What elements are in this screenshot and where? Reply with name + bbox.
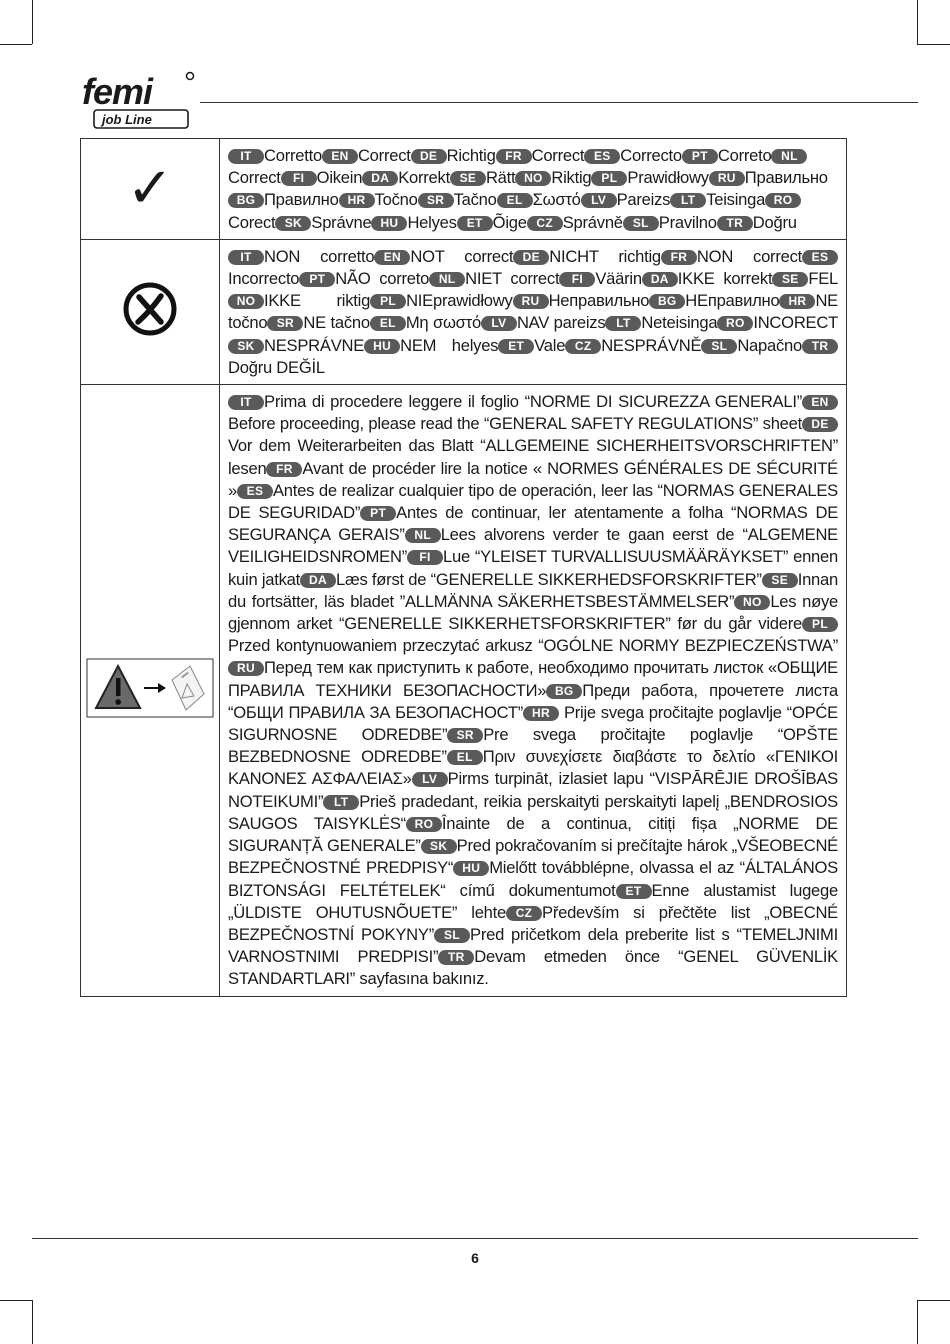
language-badge: IT [228,395,264,410]
translation-text: NESPRÁVNE [264,335,365,355]
translation-text: Korrekt [398,168,450,188]
translation-text: Enne alustamist lugege „ÜLDISTE OHUTUSNÕUETE” lehte [228,880,838,922]
header-rule [200,102,918,103]
language-badge: SE [762,573,798,588]
language-badge: TR [717,216,753,231]
translation-text: Tačno [453,190,497,210]
language-badge: ET [457,216,493,231]
symbol-cell [81,239,220,384]
translation-text: NON corretto [264,246,375,266]
translation-text: Rätt [485,168,516,188]
translation-text: NOT correct [410,246,514,266]
language-badge: SR [267,316,303,331]
translation-text: Pred pričetkom dela preberite list s “TEMELJNIMI VARNOSTNIMI PREDPISI” [228,924,838,967]
language-badge: NO [734,595,770,610]
translation-text: Правилно [264,190,339,210]
language-badge: NL [405,528,441,543]
language-badge: DE [513,250,549,265]
language-badge: LV [481,316,517,331]
translation-text: Correct [228,168,281,188]
translation-text: Õige [492,212,527,232]
translation-text: Neteisinga [641,313,718,333]
translation-text: Pre svega pročitajte poglavlje “OPŠTE BEZBEDNOSNE ODREDBE” [228,725,838,767]
logo-tagline-text: job Line [102,112,152,127]
language-badge: LT [323,795,359,810]
language-badge: EN [802,395,838,410]
translation-text: Devam etmeden önce “GENEL GÜVENLİK STANDARTLARI” sayfasına bakınız. [228,947,838,989]
text-cell [220,139,847,240]
cross-circle-icon [120,279,180,339]
table-row [81,239,847,384]
crop-mark-tr-h [917,44,950,45]
language-badge: FR [496,149,532,164]
translation-text: Перед тем как приступить к работе, необходимо прочитать листок «ОБЩИЕ ПРАВИЛА ТЕХНИКИ БЕЗОПАСНОСТИ» [228,658,838,700]
femi-logo [80,70,200,130]
symbol-cell [81,139,220,240]
translation-text: IKKE riktig [264,291,371,311]
language-badge: ES [237,484,273,499]
language-badge: BG [228,193,264,208]
translation-text: NEM helyes [400,335,499,355]
translation-text: Riktig [551,168,592,188]
translation-text: NON correct [696,246,802,266]
language-badge: CZ [527,216,563,231]
language-badge: PT [299,272,335,287]
translation-text: Правильно [744,168,828,188]
language-badge: TR [438,950,474,965]
language-badge: FI [407,550,443,565]
translation-text: Przed kontynuowaniem przeczytać arkusz “OGÓLNE NORMY BEZPIECZEŃSTWA” [228,636,838,656]
language-badge: LT [605,316,641,331]
translation-text: Pravilno [658,212,717,232]
translation-text: INCORECT [753,313,838,333]
language-badge: CZ [565,339,601,354]
language-badge: ET [498,339,534,354]
translation-text: Μη σωστό [405,313,481,333]
translation-text: Správně [562,212,623,232]
translation-text: НЕправилно [685,291,780,311]
translation-text: Corretto [264,146,322,165]
translation-text: Väärin [595,269,642,289]
translation-text: Vor dem Weiterarbeiten das Blatt “ALLGEMEINE SICHERHEITSVORSCHRIFTEN” lesen [228,436,838,478]
crop-mark-tr-v [917,0,918,44]
language-badge: SE [772,272,808,287]
text-cell [220,385,847,996]
translation-text: Mielőtt továbblépne, olvassa el az “ÁLTALÁNOS BIZTONSÁGI FELTÉTELEK“ című dokumentumot [228,858,838,900]
language-badge: NL [429,272,465,287]
translation-text: NESPRÁVNĚ [601,335,702,355]
language-badge: SL [623,216,659,231]
language-badge: FR [661,250,697,265]
language-badge: CZ [506,906,542,921]
language-badge: RU [513,294,549,309]
translation-text: Helyes [407,212,457,232]
translation-text: Avant de procéder lire la notice « NORMES GÉNÉRALES DE SÉCURITÉ » [228,458,838,500]
language-badge: EN [374,250,410,265]
translation-text: NE tačno [303,313,370,333]
translation-text: Oikein [316,168,363,188]
language-badge: IT [228,149,264,164]
language-badge: HU [364,339,400,354]
crop-mark-bl-h [0,1300,32,1301]
language-badge: NO [515,171,551,186]
language-badge: LT [670,193,706,208]
page-number: 6 [471,1250,479,1266]
check-mark-icon: ✓ [126,155,174,221]
translation-text: Především si přečtěte list „OBECNÉ BEZPEČNOSTNÍ POKYNY” [228,902,838,944]
translation-text: FEL [808,269,838,289]
language-badge: SL [434,928,470,943]
translation-text: NAV pareizs [516,313,606,333]
language-badge: RO [717,316,753,331]
translation-text: Неправильно [548,291,650,311]
language-badge: ES [802,250,838,265]
language-badge: HR [779,294,815,309]
translation-text: Prije svega pročitajte poglavlje “OPĆE SIGURNOSNE ODREDBE” [228,702,838,745]
language-badge: BG [546,684,582,699]
language-badge: IT [228,250,264,265]
language-badge: PT [682,149,718,164]
translation-text: NIEprawidłowy [406,291,513,311]
crop-mark-bl-v [32,1300,33,1344]
translation-text: Antes de realizar cualquier tipo de operación, leer las “NORMAS GENERALES DE SEGURIDAD” [228,480,838,523]
translation-text: Πριν συνεχίσετε διαβάστε το δελτίο «ΓΕΝΙΚΟΙ ΚΑΝΟΝΕΣ ΑΣΦΑΛΕΙΑΣ» [228,747,838,789]
language-badge: PL [370,294,406,309]
translation-text: Before proceeding, please read the “GENERAL SAFETY REGULATIONS” sheet [228,414,802,434]
language-badge: FR [266,462,302,477]
translation-text: Doğru DEĞİL [228,357,325,377]
translation-text: Richtig [446,146,496,165]
language-badge: EN [322,149,358,164]
language-badge: RO [765,193,801,208]
footer-rule [32,1238,918,1239]
translation-text: NÃO correto [335,269,430,289]
translation-text: Correct [357,146,411,165]
language-badge: FI [559,272,595,287]
language-badge: SK [421,839,457,854]
translation-text: NIET correct [465,269,560,289]
translation-text: Prawidłowy [627,168,709,188]
translation-text: Преди работа, прочетете листа “ОБЩИ ПРАВИЛА ЗА БЕЗОПАСНОСТ” [228,680,838,722]
crop-mark-br-v [917,1300,918,1344]
language-badge: EL [497,193,533,208]
language-badge: HU [453,861,489,876]
translation-text: Correcto [620,146,682,165]
translation-text: Pirms turpināt, izlasiet lapu “VISPĀRĒJIE DROŠĪBAS NOTEIKUMI” [228,769,838,811]
symbol-cell [81,385,220,996]
translation-text: Správne [311,212,372,232]
translation-text: Lue “YLEISET TURVALLISUUSMÄÄRÄYKSET” ennen kuin jatkat [228,547,838,589]
translation-text: Teisinga [706,190,766,210]
language-badge: DA [362,171,398,186]
translation-text: Innan du fortsätter, läs bladet ”ALLMÄNNA SÄKERHETSBESTÄMMELSER” [228,569,838,611]
translation-text: Correto [717,146,772,165]
crop-mark-tl-v [32,0,33,44]
language-badge: PT [360,506,396,521]
symbol-legend-table [80,138,847,997]
language-badge: SL [701,339,737,354]
translation-text: Læs først de “GENERELLE SIKKERHEDSFORSKRIFTER” [336,569,762,589]
translation-text: Doğru [752,212,797,232]
table-row [81,139,847,240]
translation-text: Antes de continuar, ler atentamente a folha “NORMAS DE SEGURANÇA GERAIS” [228,503,839,545]
language-badge: RU [709,171,745,186]
translation-text: Lees alvorens verder te gaan eerst de “ALGEMENE VEILIGHEIDSNROMEN” [228,525,838,567]
language-badge: RO [406,817,442,832]
crop-mark-br-h [917,1300,950,1301]
translation-text: Înainte de a continua, citiți fișa „NORME DE SIGURANȚĂ GENERALE” [228,813,838,856]
language-badge: SR [447,728,483,743]
language-badge: PL [802,617,838,632]
text-cell [220,239,847,384]
translation-text: Les nøye gjennom arket “GENERELLE SIKKERHETSFORSKRIFTER” før du går videre [228,591,838,634]
language-badge: EL [370,316,406,331]
translation-text: Correct [531,146,585,165]
language-badge: LV [412,772,448,787]
translation-text: IKKE korrekt [677,269,773,289]
language-badge: RU [228,661,264,676]
translation-text: Pred pokračovaním si prečítajte hárok „VŠEOBECNÉ BEZPEČNOSTNÉ PREDPISY“ [228,836,838,878]
translation-text: Incorrecto [228,269,300,289]
warning-read-manual-icon [86,658,214,718]
language-badge: LV [581,193,617,208]
language-badge: NL [771,149,807,164]
language-badge: EL [447,750,483,765]
language-badge: ES [584,149,620,164]
language-badge: DE [802,417,838,432]
crop-mark-tl-h [0,44,32,45]
translation-text: Napačno [737,335,802,355]
translation-text: NE točno [228,291,838,333]
language-badge: BG [649,294,685,309]
language-badge: ET [616,884,652,899]
language-badge: DE [411,149,447,164]
translation-text: NICHT richtig [549,246,661,266]
language-badge: FI [281,171,317,186]
translation-text: Točno [374,190,418,210]
language-badge: HR [523,706,559,721]
translation-text: Prieš pradedant, reikia perskaityti perskaityti lapelį „BENDROSIOS SAUGOS TAISYKLĖS“ [228,791,838,833]
translation-text: Prima di procedere leggere il foglio “NORME DI SICUREZZA GENERALI” [264,392,802,412]
language-badge: NO [228,294,264,309]
language-badge: SK [228,339,264,354]
table-row [81,385,847,996]
language-badge: PL [591,171,627,186]
translation-text: Vale [534,335,566,355]
language-badge: SR [418,193,454,208]
translation-text: Corect [228,212,276,232]
language-badge: HR [339,193,375,208]
language-badge: DA [300,573,336,588]
language-badge: TR [802,339,838,354]
language-badge: SK [275,216,311,231]
translation-text: Σωστό [532,190,581,210]
language-badge: DA [642,272,678,287]
translation-text: Pareizs [616,190,671,210]
logo-brand-text: femi [82,71,153,112]
language-badge: SE [450,171,486,186]
language-badge: HU [371,216,407,231]
